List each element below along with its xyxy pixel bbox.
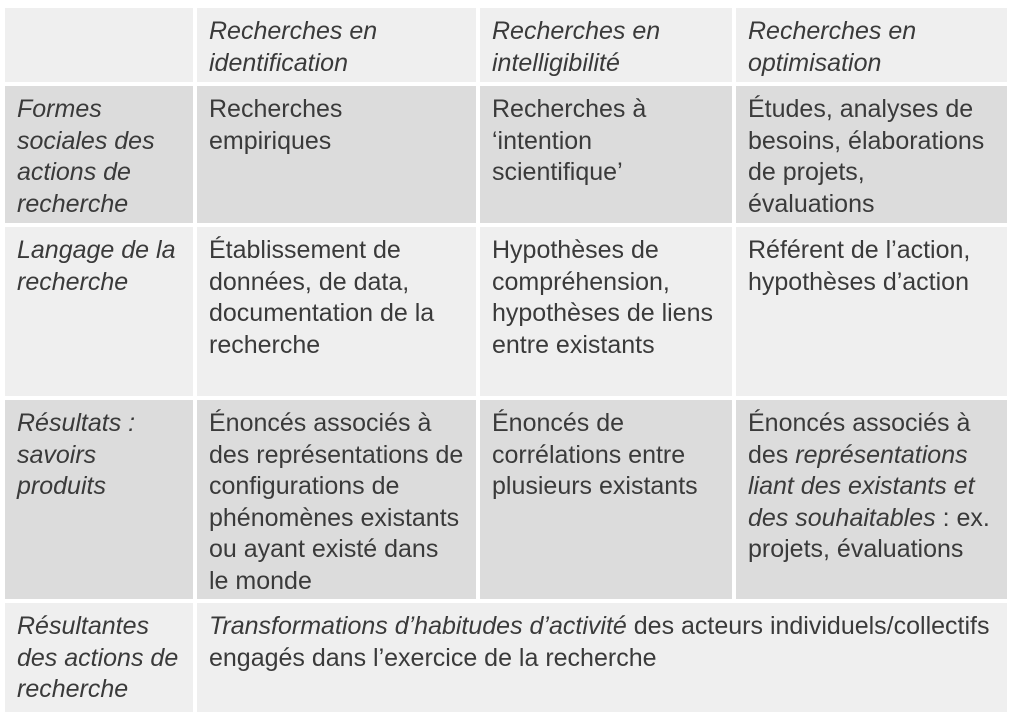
cell-row3-intelligibilite: Énoncés de corrélations entre plusieurs existants xyxy=(480,400,732,599)
cell-row3-optimisation-part-a: Énoncés associés à des xyxy=(748,409,971,469)
header-empty-cell xyxy=(5,8,193,82)
header-identification: Recherches en identification xyxy=(197,8,476,82)
cell-row2-optimisation: Référent de l’action, hypothèses d’action xyxy=(736,227,1007,396)
cell-row2-intelligibilite: Hypothèses de compréhension, hypothèses de liens entre existants xyxy=(480,227,732,396)
cell-row1-intelligibilite: Recherches à ‘intention scientifique’ xyxy=(480,86,732,223)
header-intelligibilite: Recherches en intelligibilité xyxy=(480,8,732,82)
cell-row4-part-a: Transformations d’habitudes d’activité xyxy=(209,612,627,640)
cell-row3-optimisation-part-b: représentations liant des existants et des souhaitables xyxy=(748,440,975,532)
cell-row3-optimisation xyxy=(736,400,1007,599)
cell-row2-identification: Établissement de données, de data, documentation de la recherche xyxy=(197,227,476,396)
row-label-resultantes: Résultantes des actions de recherche xyxy=(5,603,193,712)
header-optimisation: Recherches en optimisation xyxy=(736,8,1007,82)
cell-row1-identification: Recherches empiriques xyxy=(197,86,476,223)
cell-row3-identification: Énoncés associés à des représentations de configurations de phénomènes existants ou ayant existé dans le monde xyxy=(197,400,476,599)
row-label-langage: Langage de la recherche xyxy=(5,227,193,396)
cell-row3-optimisation-part-c: : ex. projets, évaluations xyxy=(748,503,990,563)
cell-row4-part-b: des acteurs individuels/collectifs engagés dans l’exercice de la recherche xyxy=(209,612,990,672)
row-label-formes-sociales: Formes sociales des actions de recherche xyxy=(5,86,193,223)
cell-row1-optimisation: Études, analyses de besoins, élaborations de projets, évaluations xyxy=(736,86,1007,223)
row-label-resultats: Résultats : savoirs produits xyxy=(5,400,193,599)
cell-row4-merged xyxy=(197,603,1007,712)
